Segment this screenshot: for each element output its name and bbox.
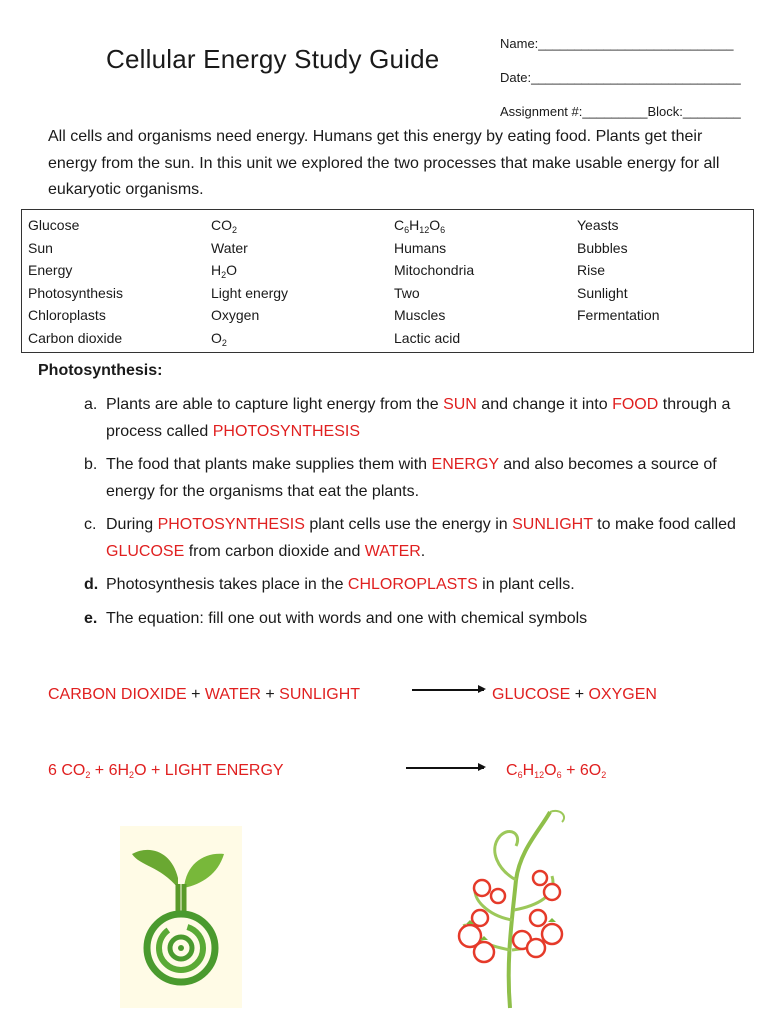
word-bank-column-2 [211, 214, 288, 349]
word-equation-products [492, 686, 657, 704]
question-letter: e. [84, 610, 98, 627]
word-bank-item: $CO_2$ [211, 217, 238, 235]
question-text: and change it into [476, 396, 613, 413]
word-bank-item: Photosynthesis [28, 284, 123, 301]
answer-text: CHLOROPLASTS [347, 576, 478, 593]
date-field: Date:_____________________________ [500, 70, 741, 85]
answer-text: SUNLIGHT [279, 686, 361, 703]
question-letter: b. [84, 456, 98, 473]
sprout-logo-icon [120, 826, 242, 1008]
question-text: During [106, 516, 158, 533]
word-bank-item: Muscles [394, 307, 446, 323]
answer-text: GLUCOSE [106, 542, 185, 560]
word-bank-item: Water [211, 239, 248, 256]
question-text: Plants are able to capture light energy from the [106, 396, 444, 413]
question-text: plant cells use the energy in [304, 516, 513, 533]
answer-text: SUN [443, 396, 477, 413]
question-text: Photosynthesis takes place in the [106, 576, 348, 593]
assignment-block-field: Assignment #:_________Block:________ [500, 104, 741, 119]
word-bank-item: Fermentation [577, 307, 660, 323]
word-bank-item: Bubbles [577, 239, 628, 256]
page-title: Cellular Energy Study Guide [106, 44, 440, 74]
reaction-arrow-icon [406, 767, 484, 769]
word-bank-item: Mitochondria [394, 262, 475, 278]
word-bank-item: Chloroplasts [28, 307, 106, 323]
word-bank-item: Yeasts [577, 217, 619, 233]
answer-text: WATER [364, 542, 421, 560]
answer-text: OXYGEN [588, 686, 657, 703]
question-letter: a. [84, 396, 98, 413]
word-bank-column-1 [28, 214, 123, 349]
answer-text: CARBON DIOXIDE [48, 686, 187, 703]
question-letter: c. [84, 516, 97, 533]
question-a [84, 392, 744, 445]
question-text: from carbon dioxide and [184, 542, 365, 560]
word-bank-column-4 [577, 214, 659, 327]
question-text: The food that plants make supplies them with [106, 456, 432, 473]
question-d [84, 572, 744, 599]
word-bank-item: Humans [394, 239, 447, 256]
tomato-vine-icon [440, 800, 580, 1010]
answer-text: GLUCOSE [492, 686, 571, 703]
question-c [84, 512, 744, 565]
word-bank-item: Lactic acid [394, 329, 461, 346]
answer-text: FOOD [612, 396, 659, 413]
word-bank-item: Energy [28, 262, 73, 278]
question-text: to make food called [592, 516, 736, 533]
question-b [84, 452, 744, 505]
question-e [84, 606, 744, 633]
word-bank-item: Two [394, 284, 420, 301]
answer-text: SUNLIGHT [512, 516, 593, 533]
symbol-equation-reactants: 6 $CO_2 + 6H_2O$ + LIGHT ENERGY [48, 762, 284, 780]
plus-sign: + [186, 686, 205, 703]
word-bank-item: Sunlight [577, 284, 628, 301]
answer-text: PHOTOSYNTHESIS [212, 422, 361, 440]
word-bank-item: $H_2O$ [211, 262, 238, 280]
question-text: . [420, 542, 426, 560]
reaction-arrow-icon [412, 689, 484, 691]
question-text: in plant cells. [477, 576, 575, 593]
word-bank-item: Rise [577, 262, 606, 278]
section-title: Photosynthesis: [38, 362, 163, 379]
word-bank [21, 209, 754, 353]
word-bank-item: $C_6H_{12}O_6$ [394, 217, 446, 235]
word-bank-item: Glucose [28, 217, 80, 233]
symbol-equation-products: $C_6H_{12}O_6 + 6O_2$ [506, 762, 607, 780]
plus-sign: + [260, 686, 280, 703]
answer-text: PHOTOSYNTHESIS [157, 516, 305, 533]
word-bank-column-3 [394, 214, 474, 349]
word-equation-reactants [48, 686, 360, 704]
name-field: Name:___________________________ [500, 36, 734, 51]
intro-paragraph: All cells and organisms need energy. Humans get this energy by eating food. Plants get their energy from the sun. In this unit we explored the two processes that make usable energy for all eukaryotic organisms. [48, 128, 720, 198]
word-bank-item: Carbon dioxide [28, 329, 123, 346]
answer-text: WATER [204, 686, 261, 703]
question-text: The equation: fill one out with words and one with chemical symbols [106, 610, 588, 627]
question-text: and also becomes a source of energy for the organisms that eat the plants. [106, 456, 717, 500]
word-bank-item: Light energy [211, 284, 289, 301]
word-bank-item: $O_2$ [211, 329, 227, 348]
word-bank-item: Oxygen [211, 307, 260, 323]
question-letter: d. [84, 576, 99, 593]
question-text: through a process called [106, 396, 731, 440]
plus-sign: + [570, 686, 589, 703]
answer-text: ENERGY [431, 456, 499, 473]
word-bank-item: Sun [28, 239, 53, 256]
